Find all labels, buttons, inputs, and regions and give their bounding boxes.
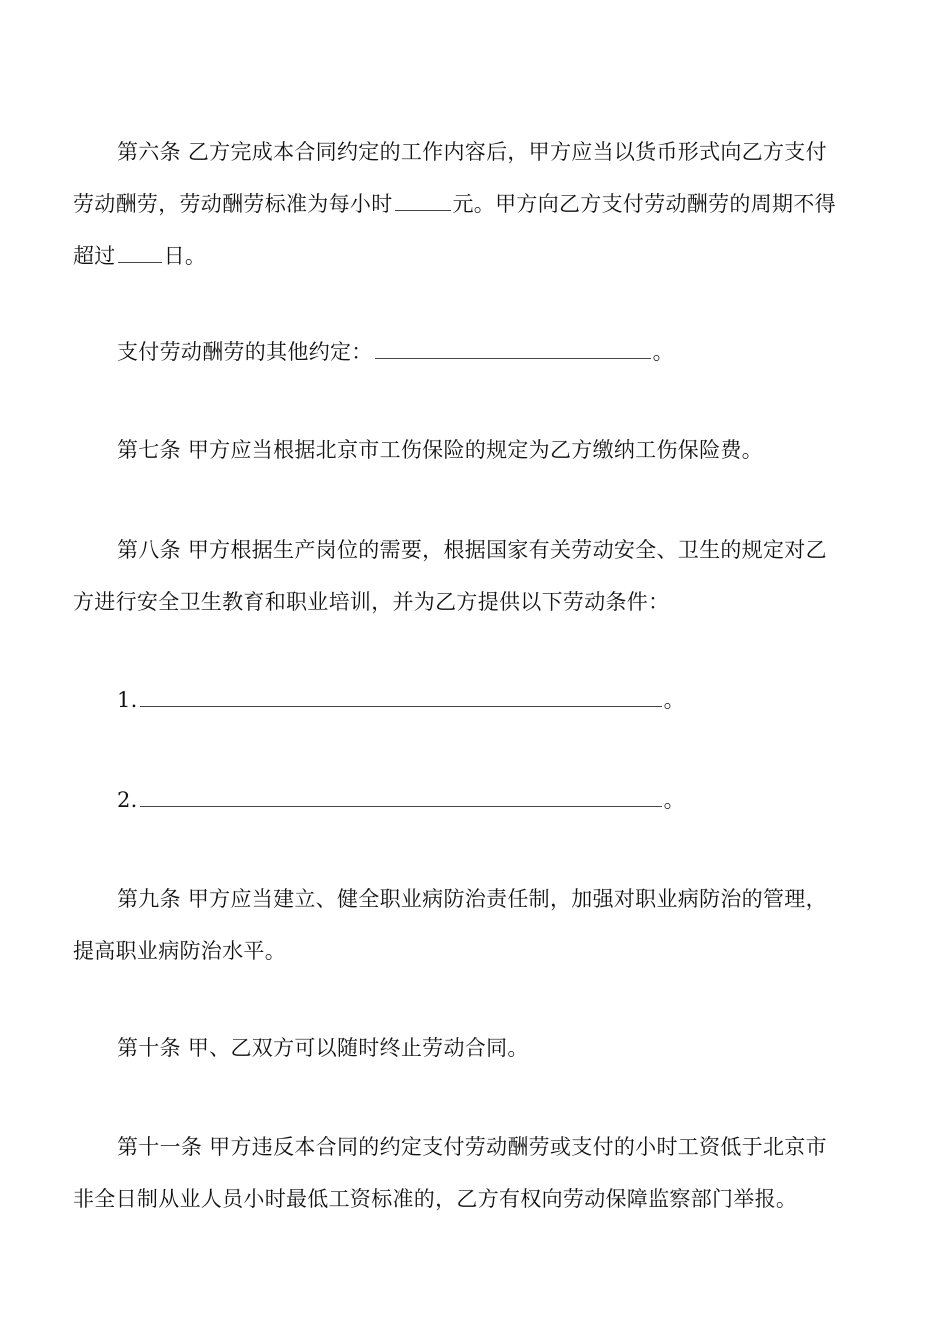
article-11-line-2: 非全日制从业人员小时最低工资标准的，乙方有权向劳动保障监察部门举报。 [73, 1187, 798, 1211]
article-8 [73, 524, 879, 628]
condition-item-2-number: 2. [117, 788, 138, 812]
condition-item-1 [73, 674, 879, 726]
article-6-line-2-start: 劳动酬劳，劳动酬劳标准为每小时 [73, 192, 393, 216]
condition-item-1-line [73, 674, 879, 726]
hourly-rate-blank[interactable] [395, 188, 451, 211]
article-8-line-2: 方进行安全卫生教育和职业培训，并为乙方提供以下劳动条件： [73, 590, 670, 614]
article-8-line-1: 第八条 甲方根据生产岗位的需要，根据国家有关劳动安全、卫生的规定对乙 [117, 538, 827, 562]
payment-period-blank[interactable] [118, 240, 162, 263]
condition-item-2-line [73, 774, 879, 826]
condition-item-2-blank[interactable] [140, 784, 662, 807]
article-9-line-2: 提高职业病防治水平。 [73, 939, 286, 963]
article-10-text: 第十条 甲、乙双方可以随时终止劳动合同。 [117, 1036, 529, 1060]
article-6-line-3 [73, 230, 879, 282]
article-6-line-3-end: 日。 [163, 244, 207, 268]
article-6-line-3-start: 超过 [73, 244, 116, 268]
article-9 [73, 873, 879, 977]
condition-item-1-end: 。 [663, 688, 685, 712]
article-11-line-1: 第十一条 甲方违反本合同的约定支付劳动酬劳或支付的小时工资低于北京市 [117, 1135, 827, 1159]
article-7-text: 第七条 甲方应当根据北京市工伤保险的规定为乙方缴纳工伤保险费。 [117, 438, 763, 462]
article-11 [73, 1121, 879, 1225]
article-6 [73, 126, 879, 282]
other-agreement-label: 支付劳动酬劳的其他约定： [117, 340, 373, 364]
condition-item-2-end: 。 [663, 788, 685, 812]
other-agreement-blank[interactable] [375, 336, 651, 359]
article-6-line-2 [73, 178, 879, 230]
other-agreement [73, 326, 879, 378]
article-9-line-1: 第九条 甲方应当建立、健全职业病防治责任制，加强对职业病防治的管理， [117, 887, 827, 911]
article-7 [73, 424, 879, 476]
condition-item-2 [73, 774, 879, 826]
condition-item-1-blank[interactable] [140, 684, 662, 707]
article-10 [73, 1022, 879, 1074]
other-agreement-line [73, 326, 879, 378]
condition-item-1-number: 1. [117, 688, 138, 712]
article-6-line-1: 第六条 乙方完成本合同约定的工作内容后，甲方应当以货币形式向乙方支付 [117, 140, 827, 164]
article-6-line-2-end: 元。甲方向乙方支付劳动酬劳的周期不得 [452, 192, 836, 216]
other-agreement-end: 。 [652, 340, 674, 364]
